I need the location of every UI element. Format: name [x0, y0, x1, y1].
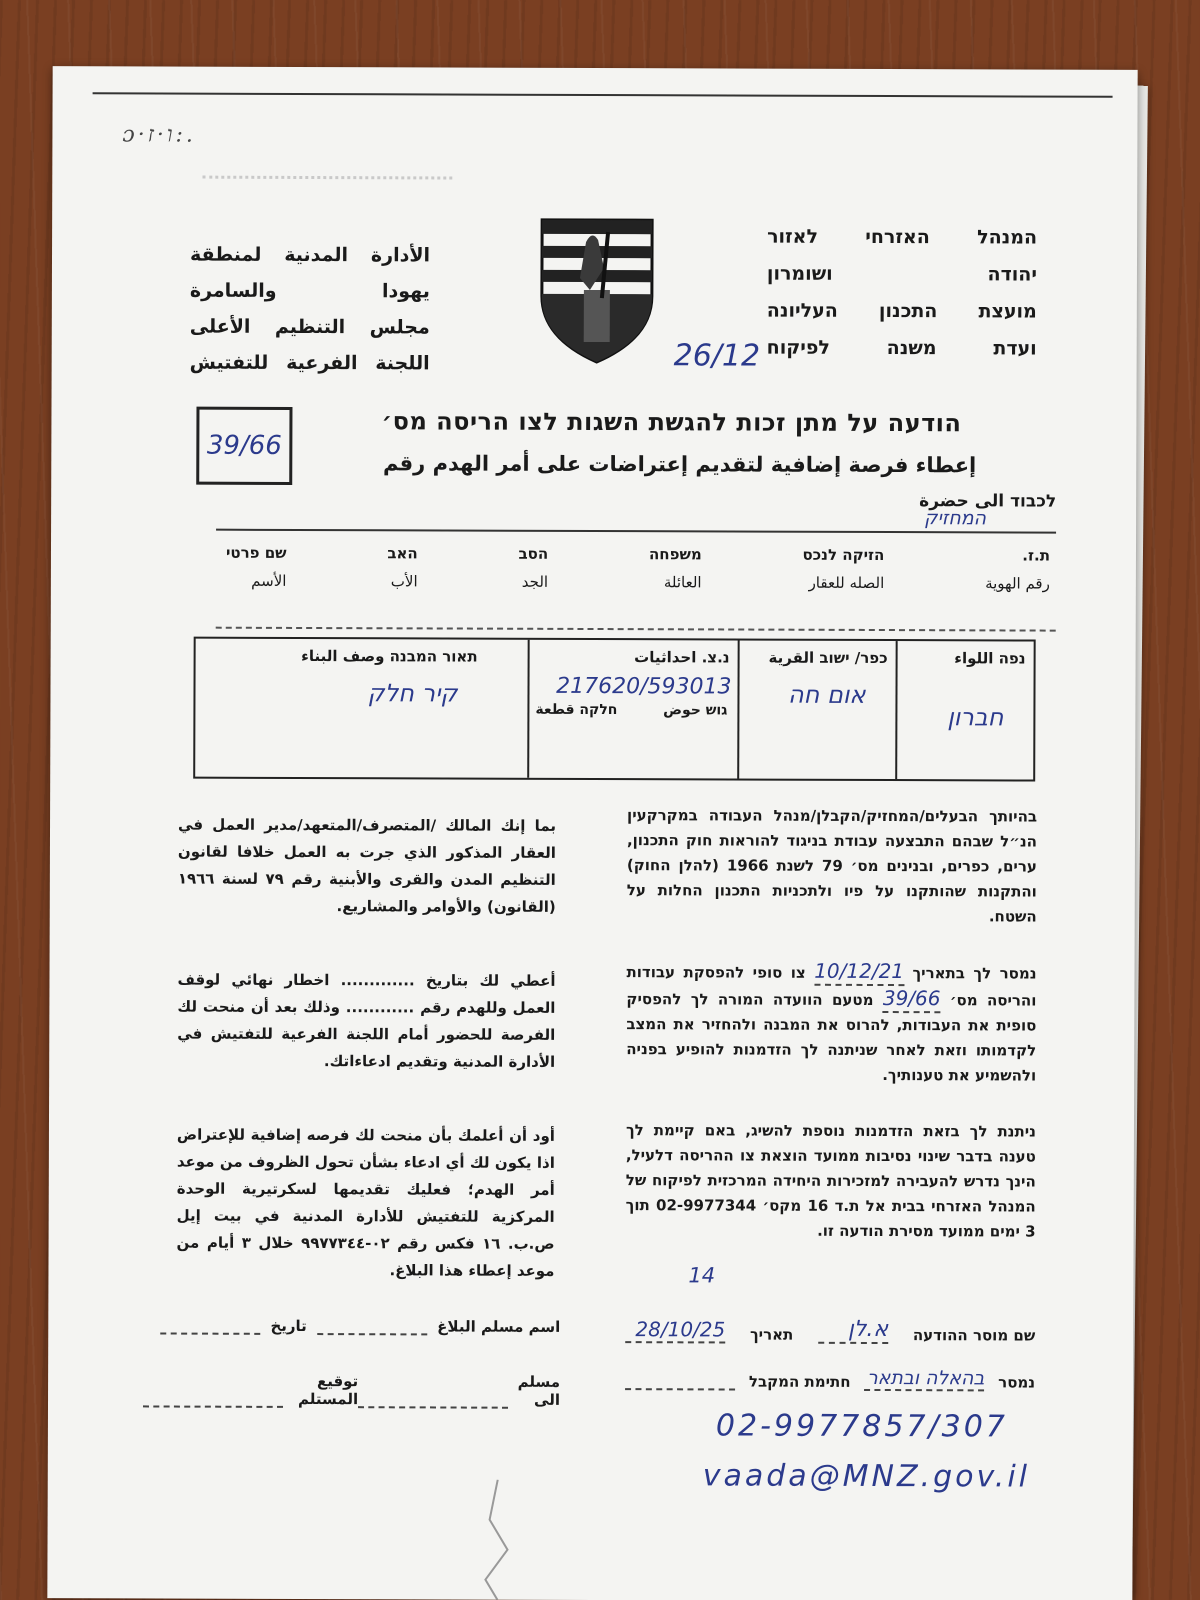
- header-he-line: המנהל האזרחי לאזור: [767, 225, 1038, 249]
- field-label-ar: الصله للعقار: [808, 573, 885, 593]
- paragraph-3-hebrew: ניתנת לך בזאת הזדמנות נוספת להשיג, באם קיימת לך טענה בדבר שינוי נסיבות ממועד הוצאת צו ההריסה דלעיל, הינך נדרש להעבירה למזכירות היחידה המרכזית לפיקוח של המנהל האזרחי בבית אל ת.ד 16 מקס׳ 02-9977344 תוך 3 ימים ממועד מסירת הודעה זו.: [625, 1121, 1036, 1241]
- blank-line: [160, 1318, 260, 1334]
- top-rule: [93, 92, 1113, 98]
- field-label-ar: الأب: [390, 572, 418, 591]
- coordinates-label: נ.צ. احداثيات: [634, 648, 730, 667]
- district-value: חברון: [947, 703, 1004, 732]
- para2-text: מטעם הוועדה המורה לך להפסיק סופית את העבודות, להרוס את המבנה ולהחזיר את המצב לקדמותו וזאת לאחר שניתנה לך הזדמנות להופיע בפניה ולהשמיע את טענותיך.: [626, 990, 1037, 1085]
- para2-text: נמסר לך בתאריך: [912, 964, 1037, 983]
- village-cell: [737, 641, 895, 780]
- header-ar-line: اللجنة الفرعية للتفتيش: [189, 351, 430, 375]
- field-label-ar: الأسم: [251, 571, 287, 590]
- delivery-date: 28/10/25: [625, 1317, 725, 1343]
- village-label: כפר/ ישוב القرية: [768, 648, 888, 668]
- name-field: [518, 540, 548, 596]
- para2-text: צו סופי להפסקת עבודות והריסה מס׳: [626, 963, 1037, 1010]
- paragraph-1-hebrew: בהיותך הבעלים/המחזיק/הקבלן/מנהל העבודה במקרקעין הנ״ל שבהם התבצעה עבודת בניגוד להוראות חוק התכנון, ערים, כפרים, ובנינים מס׳ 79 לשנת 1966 (להלן החוק) והתקנות שהותקנו על פיו ולתכניות התכנון החלות על השטח.: [626, 806, 1038, 926]
- name-field: [387, 539, 418, 595]
- paragraph-1-arabic: بما إنك المالك /المتصرف/المتعهد/مدير العمل في العقار المذكور الذي جرت به العمل خلافا لقانون التنظيم المدن والقرى والأبنية رقم ٧٩ لسنة ١٩٦٦ (القانون) والأوامر والمشاريع.: [177, 815, 557, 916]
- document-page: [47, 66, 1137, 1600]
- name-field: [802, 541, 884, 597]
- header-hebrew: [767, 219, 1038, 368]
- name-fields-table: [216, 529, 1056, 632]
- order-date-handwritten: 10/12/21: [814, 959, 904, 986]
- handwritten-phone: 02-9977857/307: [715, 1408, 1008, 1445]
- coordinates-value: 217620/593013: [556, 673, 732, 700]
- handwritten-date: 26/12: [673, 338, 761, 374]
- district-label: נפה اللواء: [954, 649, 1026, 668]
- date-label: תאריך: [750, 1325, 794, 1344]
- block-label: גוש حوض: [663, 702, 728, 719]
- field-label-he: ת.ז.: [1022, 546, 1051, 565]
- field-label-he: שם פרטי: [225, 543, 287, 562]
- receiver-line-arabic: [160, 1316, 560, 1335]
- location-table: [193, 637, 1035, 782]
- field-label-he: משפחה: [648, 545, 702, 564]
- dashed-divider: [216, 627, 1056, 632]
- handwritten-recipient: המחזיק: [924, 507, 987, 530]
- receiver-signature-label: חתימת המקבל: [748, 1372, 851, 1391]
- building-description-label: תאור המבנה وصف البناء: [301, 646, 478, 666]
- header-ar-line: الأدارة المدنية لمنطقة: [189, 243, 431, 267]
- paragraph-3-arabic: أود أن أعلمك بأن منحت لك فرصه إضافية للإعتراض اذا يكون لك أي ادعاء بشأن تحول الظروف من موعد أمر الهدم؛ فعليك تقديمها لسكرتيرية الوحدة المركزية للتفتيش للأدارة المدنية في بيت إيل ص.ب. ١٦ فكس رقم ٠٢-٩٩٧٧٣٤٤ خلال ٣ أيام من موعد إعطاء هذا البلاغ.: [176, 1125, 555, 1280]
- emblem-icon: [540, 218, 655, 364]
- delivered-to-line-arabic: [143, 1371, 560, 1408]
- name-fields-row: [216, 531, 1056, 598]
- delivered-to-label-ar: مسلم الى: [517, 1372, 561, 1409]
- building-description-value: קיר חלק: [367, 679, 458, 708]
- corner-note: ɔ·ו·ז:.: [122, 122, 196, 148]
- header-he-line: יהודה ושומרון: [766, 262, 1037, 286]
- header-he-line: ועדת משנה לפיקוח: [766, 336, 1037, 360]
- field-label-he: הזיקה לנכס: [802, 545, 885, 565]
- name-field: [985, 541, 1050, 597]
- field-label-he: האב: [387, 544, 418, 563]
- document-title: הודעה על מתן זכות להגשת השגות לצו הריסה מס׳: [381, 407, 962, 438]
- paragraph-2-arabic: أعطي لك بتاريخ ............. اخطار نهائي لوقف العمل وللهدم رقم ............ وذلك بعد أن منحت لك الفرصة للحضور أمام اللجنة الفرعية للتفتيش في الأدارة المدنية وتقديم ادعاءاتك.: [177, 970, 556, 1071]
- paper-tear: [467, 1480, 537, 1600]
- building-description-cell: [195, 639, 527, 778]
- receiver-signature-blank: [625, 1372, 735, 1390]
- name-field: [649, 540, 702, 596]
- receiver-label: נמסר: [998, 1373, 1036, 1392]
- receiver-line-hebrew: [625, 1366, 1035, 1391]
- blank-line: [358, 1392, 508, 1409]
- deliverer-line: [625, 1316, 1035, 1344]
- receiver-date-label-ar: تاريخ: [270, 1316, 307, 1336]
- header-he-line: מועצת התכנון העליונה: [766, 299, 1037, 323]
- header-arabic: [190, 237, 431, 382]
- document-subtitle-arabic: إعطاء فرصة إضافية لتقديم إعتراضات على أمر الهدم رقم: [382, 451, 977, 478]
- order-number-handwritten: 39/66: [883, 986, 941, 1013]
- case-number: 39/66: [206, 430, 282, 461]
- header-ar-line: يهودا والسامرة: [189, 279, 430, 303]
- receiver-name-label-ar: اسم مسلم البلاغ: [437, 1317, 561, 1336]
- deliverer-name: א.לן: [818, 1317, 888, 1344]
- to-line: לכבוד الى حضرة: [919, 491, 1057, 512]
- field-label-he: הסב: [518, 544, 549, 563]
- paragraph-2-hebrew: [626, 958, 1036, 1088]
- header-ar-line: مجلس التنظيم الأعلى: [189, 315, 430, 339]
- deliverer-label: שם מוסר ההודעה: [912, 1326, 1036, 1345]
- receiver-handwritten: בהאלה ובתאר: [864, 1367, 984, 1391]
- district-cell: [895, 641, 1033, 779]
- faint-stamp: [202, 163, 452, 180]
- handwritten-14: 14: [688, 1263, 716, 1288]
- name-field: [226, 539, 287, 595]
- blank-line: [143, 1391, 283, 1407]
- village-value: אום חה: [787, 680, 866, 709]
- coordinates-cell: [527, 640, 737, 779]
- parcel-label: חלקה قطعة: [535, 701, 618, 719]
- handwritten-email: vaada@MNZ.gov.il: [702, 1458, 1031, 1495]
- receiver-signature-label-ar: توقيع المستلم: [297, 1372, 359, 1409]
- case-number-box: [196, 407, 292, 485]
- field-label-ar: العائلة: [663, 573, 702, 592]
- field-label-ar: رقم الهوية: [985, 574, 1050, 593]
- blank-line: [317, 1319, 427, 1335]
- field-label-ar: الجد: [521, 572, 549, 591]
